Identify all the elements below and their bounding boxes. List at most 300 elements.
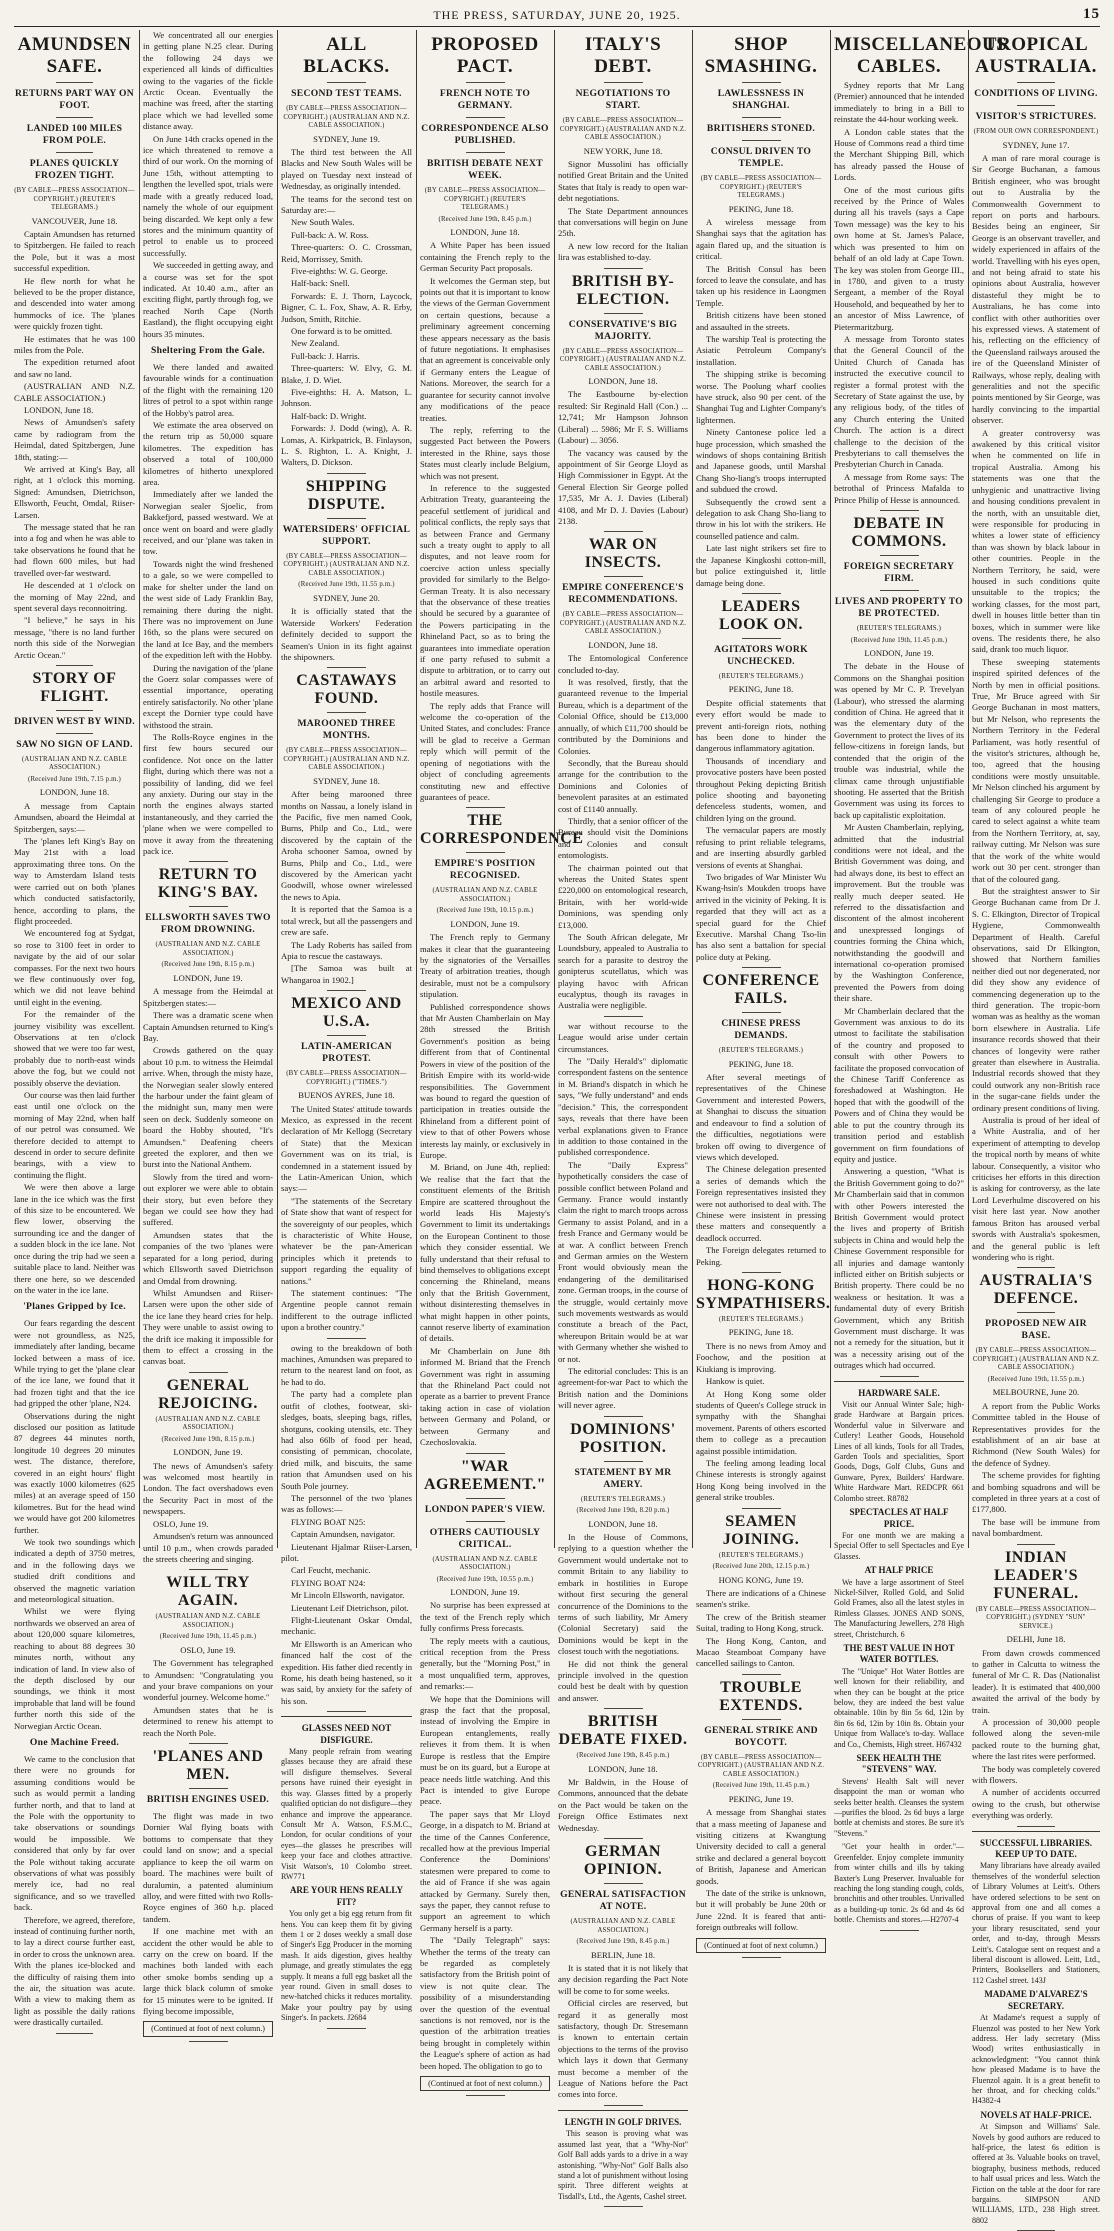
article-end-rule — [189, 1569, 228, 1570]
paragraph: Ninety Cantonese police led a huge procession, which smashed the windows of shops containing British and Japanese goods, until Marshal Chang Sho-liang's troops interrupted and subdued the crowd. — [696, 427, 826, 495]
paragraph: Five-eighths: H. A. Matson, L. Johnson. — [281, 387, 412, 409]
advertisement-title: SUCCESSFUL LIBRARIES. KEEP UP TO DATE. — [979, 1837, 1093, 1859]
separator-rule — [742, 638, 781, 639]
column-rule — [692, 30, 693, 1548]
separator-rule — [56, 82, 92, 83]
paragraph: Answering a question, "What is the British Government going to do?" Mr Chamberlain said that in common with other Powers interested the British Government would protect the lives and property of British subjects in China and would help the Chinese Government responsible for all injuries and damage wantonly inflicted either on British subjects or British property. There could be no weakness or hesitation. It was a fundamental duty of every British Government, which any British Government must discharge. It was not a remedy for the situation, but it was a necessity arising out of the outrages which had occurred. — [834, 1166, 964, 1371]
article — [696, 1679, 826, 1958]
paragraph: Our course was then laid further east until one o'clock on the morning of May 22nd, when half of our petrol was consumed. We therefore decided to attempt to descend in order to secure definite bearings, with a view to continuing the flight. — [14, 1090, 135, 1180]
separator-rule — [189, 1788, 228, 1789]
advertisement-title: SEEK HEALTH THE "STEVENS" WAY. — [856, 1753, 942, 1775]
article — [558, 2110, 688, 2207]
article-end-rule — [327, 667, 366, 668]
paragraph: The paper says that Mr Lloyd George, in a dispatch to M. Briand at the time of the Cannes Conference, recalled how at the previous Imperial Conference the Dominions' statesmen were prepared to come to the aid of France if she was again attacked by Germany. Surely then, says the paper, they cannot refuse to support an agreement to which Germany herself is a party. — [420, 1808, 550, 1933]
advertisement-block — [558, 2110, 688, 2202]
paragraph: A message from Rome says: The betrothal of Princess Mafalda to Prince Philip of Hesse is announced. — [834, 471, 964, 505]
advertisement-text: We have a large assortment of Steel Nickel-Silver, Rolled Gold, and Solid Gold Frames, also all the latest styles in Rimless Glasses. JONES AND SONS, The Manufacturing Jewellers, 278 High street, Christchurch. 6 — [834, 1577, 964, 1639]
subheading: CORRESPONDENCE ALSO PUBLISHED. — [421, 123, 549, 146]
article — [558, 1713, 688, 1839]
paragraph: A White Paper has been issued containing the French reply to the German Security Pact proposals. — [420, 240, 550, 274]
article-end-rule — [742, 1957, 781, 1958]
separator-rule — [1017, 105, 1055, 106]
article-end-rule — [189, 861, 228, 862]
separator-rule — [880, 590, 919, 591]
dateline: LONDON, June 18. — [588, 1518, 658, 1529]
subheading: LIVES AND PROPERTY TO BE PROTECTED. — [834, 596, 964, 620]
paragraph: Flight-Lieutenant Oskar Omdal, mechanic. — [281, 1615, 412, 1637]
separator-rule — [742, 82, 781, 83]
article-end-rule — [327, 990, 366, 991]
separator-rule — [56, 152, 92, 153]
paragraph: Sydney reports that Mr Lang (Premier) announced that he intended immediately to bring in a Bill to reinstate the 44-hour working week. — [834, 80, 964, 125]
article — [14, 670, 135, 2034]
article-end-rule — [880, 1930, 919, 1931]
advertisement-title: GLASSES NEED NOT DISFIGURE. — [301, 1723, 392, 1745]
separator-rule — [327, 712, 366, 713]
headline: THE CORRESPONDENCE — [420, 812, 584, 848]
separator-rule — [742, 117, 781, 118]
paragraph: Secondly, that the Bureau should arrange for the contribution to the Dominions and Colonies of benevolent parasites at an estimated cost of £1140 annually. — [558, 757, 688, 814]
paragraph: A London cable states that the House of Commons read a third time the Merchant Shipping Bill, which has already passed the House of Lords. — [834, 126, 964, 183]
paragraph: If one machine met with an accident the other would be able to carry on the crew on board. If the machines both landed with each other smoke bombs sending up a large thick black column of smoke for 15 minutes were to be ignited. If flying become impossible, — [143, 1926, 273, 2016]
headline: GENERAL REJOICING. — [158, 1376, 258, 1412]
paragraph: News of Amundsen's safety came by radiogram from the Heimdal, dated Spitzbergen, June 18th, stating:— — [14, 417, 135, 462]
separator-rule — [466, 152, 505, 153]
article-end-rule — [604, 2206, 643, 2207]
paragraph: We were then above a large lane in the ice which was the first of this size to be encountered. We flew lower, observing the surrounding ice and the danger of a sudden block in the ice lane. Not once during the trip had we seen a suitable place to land. Neither was there one here, so we descended on the water in the ice lane. — [14, 1182, 135, 1295]
paragraph: A message from Shanghai states that a mass meeting of Japanese and visiting citizens at Kwangtung University decided to call a general strike and declared a general boycott of British, Japanese and American goods. — [696, 1807, 826, 1886]
article — [143, 30, 273, 862]
paragraph: One forward is to be omitted. — [291, 326, 393, 336]
paragraph: For the remainder of the journey visibility was excellent. Observations at ten o'clock showed that we were too far west, probably due to north-east winds above the fog, but we could not possibly observe the deviation. — [14, 1009, 135, 1088]
dateline: LONDON, June 18. — [588, 1763, 658, 1774]
paragraph: Whilst Amundsen and Riiser-Larsen were upon the other side of the ice lane they heard cries for help. They were unable to assist owing to the drift ice making it impossible for them to effect a crossing in the canvas boat. — [143, 1287, 273, 1367]
separator-rule — [742, 1719, 781, 1720]
column-rule — [830, 30, 831, 1548]
article — [143, 1748, 273, 2042]
subheading: LATIN-AMERICAN PROTEST. — [301, 1041, 392, 1065]
article — [972, 1549, 1100, 1827]
headline: TROUBLE EXTENDS. — [719, 1678, 803, 1714]
subheading: LONDON PAPER'S VIEW. — [424, 1503, 546, 1515]
paragraph: Amundsen's return was announced until 10 p.m., when crowds paraded the streets cheering and singing. — [143, 1531, 273, 1564]
paragraph: The feeling among leading local Chinese interests is strongly against Hong Kong being involved in the general strike troubles. — [696, 1457, 826, 1503]
headline: INDIAN LEADER'S FUNERAL. — [993, 1548, 1079, 1602]
paragraph: The chairman pointed out that whereas the United States spent £220,000 on entomological research, Britain, with her world-wide Dominions, was spending only £13,000. — [558, 862, 688, 930]
subheading: NEGOTIATIONS TO START. — [575, 88, 671, 111]
paragraph: Mr Baldwin, in the House of Commons, announced that the debate on the Pact would be taken on the Foreign Office Estimates next Wednesday. — [558, 1777, 688, 1833]
paragraph: Mr Chamberlain declared that the Government was anxious to do its utmost to facilitate the stabilisation of the country and proposed to consult with other Powers to facilitate the proposed convocation of the Chinese Tariff Conference as foreshadowed at Washington. He hoped that with the goodwill of the Powers and of China they would be able to put the country through its transition period and establish government on firm foundations of equity and justice. — [834, 1005, 964, 1164]
headline: MEXICO AND U.S.A. — [291, 995, 402, 1031]
article — [972, 1272, 1100, 1544]
cable-credit: (REUTER'S TELEGRAMS.) — [718, 1315, 804, 1323]
separator-rule — [327, 82, 366, 83]
separator-rule — [742, 1012, 781, 1013]
paragraph: We there landed and awaited favourable winds for a continuation of the flight with the remaining 120 litres of petrol to a spot within range of the Hobby's patrol area. — [143, 361, 273, 418]
paragraph: We succeeded in getting away, and a course was set for the spot indicated. At 10.40 a.m., after an exciting flight, partly through fog, we reached North Cape (North Eastland), the flight occupying eight hours 35 minutes. — [143, 260, 273, 339]
section-subheading: Sheltering From the Gale. — [151, 344, 265, 356]
paragraph: The British Consul has been forced to leave the consulate, and has taken up his residence in Laongmen Temple. — [696, 263, 826, 308]
received-time: (Received June 19th, 8.15 p.m.) — [161, 961, 255, 969]
article — [834, 1381, 964, 1931]
paragraph: war without recourse to the League would arise under certain circumstances. — [558, 1020, 688, 1054]
column-3 — [281, 30, 413, 2023]
paragraph: After several meetings of representatives of the Chinese Government and interested Powers, at Shanghai to discuss the situation and endeavour to find a solution of the difficulties, negotiations were broken off owing to divergence of views which developed. — [696, 1072, 826, 1162]
article — [834, 34, 1008, 511]
subheading: EMPIRE'S POSITION RECOGNISED. — [434, 858, 536, 882]
continuation-note: (Continued at foot of next column.) — [696, 1938, 826, 1953]
separator-rule — [466, 852, 505, 853]
paragraph: The scheme provides for fighting and bombing squadrons and will be completed in three years at a cost of £177,800. — [972, 1470, 1100, 1515]
advertisement-block — [281, 1716, 412, 2023]
article-end-rule — [604, 531, 643, 532]
article — [281, 34, 412, 474]
paragraph: Three-quarters: O. C. Crossman, Reid, Morrissey, Smith. — [281, 242, 412, 264]
paragraph: From dawn crowds commenced to gather in Calcutta to witness the funeral of Mr C. R. Das (Nationalist leader). It is estimated that 400,000 awaited the arrival of the body by train. — [972, 1647, 1100, 1715]
paragraph: We encountered fog at Sydgat, so rose to 3100 feet in order to navigate by the aid of our solar compasses. For the next two hours we flew continuously over fog, which we did not leave behind until eight in the evening. — [14, 928, 135, 1007]
dateline: PEKING, June 18. — [728, 1327, 794, 1338]
subheading: CONSUL DRIVEN TO TEMPLE. — [710, 146, 812, 169]
received-time: (Received June 19th, 10.15 p.m.) — [436, 907, 534, 915]
paragraph: It was resolved, firstly, that the guaranteed revenue to the Imperial Bureau, which is a department of the Colonial Office, should be £13,000 annually, of which £11,700 should be contributed by the Dominions and Colonies. — [558, 677, 688, 756]
paragraph: No surprise has been expressed at the text of the French reply which fully confirms Press forecasts. — [420, 1600, 550, 1634]
cable-credit: (BY CABLE—PRESS ASSOCIATION—COPYRIGHT.) (REUTER'S TELEGRAMS.) — [700, 175, 822, 199]
headline: PROPOSED PACT. — [431, 34, 539, 77]
received-time: (Received June 19th, 11.45 p.m.) — [159, 1633, 257, 1641]
paragraph: Five-eighths: W. G. George. — [291, 265, 388, 276]
separator-rule — [466, 117, 505, 118]
paragraph: Therefore, we agreed, therefore, instead of continuing further north, to lay a direct course further east, in order to cross the unknown area. With the planes ice-blocked and the difficulty of raising them into the air, the situation was acute. With a view to making them as light as possible the daily rations were drastically curtailed. — [14, 1914, 135, 2028]
headline: HONG-KONG SYMPATHISERS. — [696, 1276, 831, 1312]
dateline: SYDNEY, June 18. — [313, 775, 380, 786]
advertisement-block — [834, 1381, 964, 1926]
subheading: STATEMENT BY MR AMERY. — [574, 1466, 672, 1490]
paragraph: Captain Amundsen has returned to Spitzbergen. He failed to reach the Pole, but it was a most successful expedition. — [14, 228, 135, 274]
paragraph: He descended at 1 o'clock on the morning of May 22nd, and spent several days reconnoitring. — [14, 580, 135, 613]
advertisement-title: THE BEST VALUE IN HOT WATER BOTTLES. — [843, 1642, 955, 1665]
article — [281, 1716, 412, 2028]
continuation-note: (Continued at foot of next column.) — [420, 2076, 550, 2091]
paragraph: Full-back: A. W. Ross. — [291, 229, 369, 240]
advertisement-text: Stevens' Health Salt will never disappoint the man or woman who seeks better health. Cleanses the system—purifies the blood. 2s 6d buys a large bottle at chemists and stores. Be sure it's "Stevens." — [834, 1776, 964, 1838]
headline: 'PLANES AND MEN. — [152, 1748, 264, 1784]
dateline: VANCOUVER, June 18. — [31, 215, 118, 226]
article-end-rule — [189, 1372, 228, 1373]
cable-credit: (REUTER'S TELEGRAMS.) — [856, 625, 942, 633]
paragraph: The reply meets with a cautious, critical reception from the Press generally, but the "Morning Post," in a most unqualified term, approves, and remarks:— — [420, 1635, 550, 1692]
cable-credit: (BY CABLE—PRESS ASSOCIATION—COPYRIGHT.) (AUSTRALIAN AND N.Z. CABLE ASSOCIATION.) — [283, 747, 410, 772]
paragraph: He did not think the general principle involved in the question could best be dealt with by question and answer. — [558, 1658, 688, 1703]
headline: LEADERS LOOK ON. — [718, 597, 803, 633]
article-end-rule — [880, 1376, 919, 1377]
paragraph: Captain Amundsen, navigator. — [291, 1529, 396, 1540]
subheading: WATERSIDERS' OFFICIAL SUPPORT. — [282, 523, 411, 547]
dateline: LONDON, June 18. — [450, 227, 520, 237]
paragraph: Full-back: J. Harris. — [291, 350, 360, 361]
paragraph: The Hong Kong, Canton, and Macao Steamboat Company have cancelled sailings to Canton. — [696, 1635, 826, 1669]
paragraph: M. Briand, on June 4th, replied: We realise that the fact that the constituent elements of the British Empire are scattered throughout the world leads His Majesty's Government to limit its undertakings on the European Continent to those which they consider essential. We fully understand that their refusal to bind themselves to obligations except concerning the Rhineland, means only that the British Government, without disinteresting themselves in what might happen in other points, cannot reserve liberty of examination of details. — [420, 1162, 550, 1344]
paragraph: These sweeping statements inspired spirited defences of the North by men in official positions. True, Mr Bruce agreed with Sir George Buchanan in most matters, but Mr Nelson, who represents the Northern Territory in the Federal Parliament, was hotly resentful of the visitor's strictures, although he, too, agreed that the housing conditions were mostly unsuitable. Mr Nelson clinched his argument by challenging Sir George to produce a team of any coloured people he cared to select against a white team from the Northern Territory, at, say, railway cutting. Mr Nelson was sure that the work of the white would work out 30 per cent. stronger than that of the coloured gang. — [972, 656, 1100, 884]
article-end-rule — [604, 1708, 643, 1709]
paragraph: A message from the Heimdal at Spitzbergen states:— — [143, 986, 273, 1008]
article-end-rule — [327, 473, 366, 474]
advertisement-title: MADAME D'ALVAREZ'S SECRETARY. — [984, 1989, 1088, 2011]
advertisement-text: "Get your health in order."—Greenfelder. Enjoy complete immunity from winter chills and ills by taking Baxter's Lung Preserver. Invaluable for reaching the long standing cough, colds, bronchitis and other troubles. Unrivalled as a building-up tonic. 2s 6d and 4s 6d bottle. Chemists and stores.—H2707-4 — [834, 1842, 964, 1925]
paragraph: Amundsen states that he is determined to renew his attempt to reach the North Pole. — [143, 1704, 273, 1738]
article-end-rule — [327, 1338, 366, 1339]
cable-credit: (AUSTRALIAN AND N.Z. CABLE ASSOCIATION.) — [432, 887, 538, 903]
dateline: SYDNEY, June 20. — [313, 592, 380, 603]
paragraph: The flight was made in two Dornier Wal flying boats with bottoms to compensate that they could land on snow; and a special appliance to keep the oil warm on board. The machines were built of duralumin, a patented aluminium alloy, and were fitted with two Rolls-Royce engines of 360 h.p. placed tandem. — [143, 1811, 273, 1924]
headline: BRITISH DEBATE FIXED. — [558, 1713, 688, 1749]
article-end-rule — [1017, 1826, 1055, 1827]
headline: "WAR AGREEMENT." — [423, 1457, 547, 1493]
article-end-rule — [466, 1453, 505, 1454]
cable-credit: (REUTER'S TELEGRAMS.) — [718, 1551, 804, 1559]
column-4 — [420, 30, 584, 2089]
separator-rule — [604, 1461, 643, 1462]
article-end-rule — [466, 807, 505, 808]
article-end-rule — [189, 1743, 228, 1744]
paragraph: The Lady Roberts has sailed from Apia to rescue the castaways. — [281, 939, 412, 961]
subheading: EMPIRE CONFERENCE'S RECOMMENDATIONS. — [562, 582, 684, 606]
cable-credit: (BY CABLE—PRESS ASSOCIATION—COPYRIGHT.) (AUSTRALIAN AND N.Z. CABLE ASSOCIATION.) — [559, 117, 687, 141]
article — [558, 34, 688, 269]
received-time: (Received June 19th, 10.55 p.m.) — [436, 1575, 534, 1583]
paragraph: Thirdly, that a senior officer of the Bureau should visit the Dominions and Colonies and consult entomologists. — [558, 815, 688, 861]
dateline: PEKING, June 19. — [728, 1793, 794, 1804]
subheading: CHINESE PRESS DEMANDS. — [721, 1018, 801, 1042]
advertisement-text: Many people refrain from wearing glasses because they are afraid these will disfigure themselves. Several persons have ruined their eyesight in this way. Glasses fitted by a properly qualified optician do not disfigure—they enhance and improve the appearance. Consult Mr A. Watson, F.S.M.C., London, for ocular conditions of your eyes—the glasses he prescribes will keep your face and clothes attractive. Visit Watson's, 10 Colombo street. RW771 — [281, 1747, 412, 1881]
column-rule — [139, 30, 140, 1548]
paragraph: Slowly from the tired and worn-out explorer we were able to obtain their story, but even before they began we could see how they had suffered. — [143, 1171, 273, 1228]
paragraph: Mr Austen Chamberlain, replying, admitted that the industrial conditions were not ideal, and the British Government was doing, and had always done, its best to effect an improvement. But the trouble was really much deeper seated. He referred to the dissatisfaction and discontent of the almost incoherent and unexpressed longings of countries forming the China which, notwithstanding the goodwill and international co-operation promised by the Washington Conference, prevented the Powers from doing their share. — [834, 822, 964, 1004]
subheading: BRITISH DEBATE NEXT WEEK. — [427, 158, 543, 181]
paragraph: We concentrated all our energies in getting plane N.25 clear. During the following 24 days we experienced all kinds of difficulties owing to the vagaries of the fickle Arctic Ocean. Eventually the machine was freed, after the starting place which we had levelled some distance away. — [143, 30, 273, 132]
dateline: LONDON, June 19. — [450, 918, 520, 929]
paragraph: We estimate the area observed on the return trip as 50,000 square kilometres. The expedition has observed a total of 100,000 kilometres of hitherto unexplored area. — [143, 420, 273, 488]
headline: ALL BLACKS. — [303, 34, 390, 77]
advertisement-text: Visit our Annual Winter Sale; high-grade Hardware at Bargain prices. Wonderful value in Silverware and Cutlery! Leather Goods, Household Lines of all kinds, Tools for all Trades, Garden Tools and specialities, Sport Goods, Dogs, Golf Clubs, Guns and Gunware, Pyrex, Builders' Hardware. White Hardware Mart. REDCPR 661 Colombo street. R8782 — [834, 1400, 964, 1503]
paragraph: The warship Teal is protecting the Asiatic Petroleum Company's installation. — [696, 333, 826, 367]
received-time: (Received June 19th, 8.20 p.m.) — [576, 1507, 670, 1515]
paragraph: One of the most curious gifts received by the Prince of Wales during all his travels (says a Cape Town message) was the key to his own home at St. James's Palace, which was presented to him on behalf of an old lady at Cape Town. The key was stolen from George III., in 1780, and given to a trusty Sergeant, a member of the Royal Household, and bequeathed by her to an ancestor of Miss Lawrence, of Pietermaritzburg. — [834, 184, 964, 332]
paragraph: Lieutenant Hjalmar Riiser-Larsen, pilot. — [281, 1541, 412, 1563]
advertisement-text: At Madame's request a supply of Fluenzol was posted to her New York address. Her lady secretary (Miss Wood) writes enthusiastically in acknowledgment: "You cannot think how pleased Madame is to have the Fluenzol again. It is a great benefit to her throat, and for checking colds." H4382-4 — [972, 2013, 1100, 2106]
paragraph: The United States' attitude towards Mexico, as expressed in the recent declaration of Mr Kellogg (Secretary of State) that the Mexican Government was on its trial, is condemned in a statement issued by the Latin-American Union, which says:— — [281, 1103, 412, 1194]
paragraph: FLYING BOAT N24: — [291, 1577, 366, 1588]
column-rule — [554, 30, 555, 1548]
advertisement-title: NOVELS AT HALF-PRICE. — [980, 2109, 1092, 2120]
paragraph: A man of rare moral courage is Sir George Buchanan, a famous British engineer, who was brought out to Australia by the Commonwealth Government to report on ports and harbours. Besides being an engineer, Sir George is an observant traveller, and widely experienced in affairs of the world. Travelling with his eyes open, and not being afraid to state his opinions about Australia, however distasteful they might be to Australians, he has come into conflict with other authorities over his expressed views. A statement of his, reflecting on the efficiency of the Queensland railways aroused the ire of the Queensland Minister of Railways, whose reply, dealing with generalities and not the specific points mentioned by Sir George, was hardly convincing to the impartial observer. — [972, 152, 1100, 426]
page-number: 15 — [1083, 6, 1100, 22]
paragraph: The news of Amundsen's safety was welcomed most heartily in London. The fact overshadows even the Security Pact in most of the newspapers. — [143, 1460, 273, 1517]
paragraph: Observations during the night disclosed our position as latitude 87 degrees 44 minutes north, longitude 10 degrees 20 minutes west. The distance, therefore, covered in an eight hours' flight was exactly 1000 kilometres (625 miles) at an average speed of 150 kilometres. But for the head wind we would have got 200 kilometres further. — [14, 1410, 135, 1535]
article — [281, 1343, 412, 1713]
dateline: LONDON, June 19. — [173, 972, 243, 983]
article — [558, 1021, 688, 1417]
received-time: (Received June 19th, 7.15 p.m.) — [27, 775, 122, 783]
advertisement-text: This season is proving what was assumed last year, that a "Why-Not" Golf Ball adds yards to a drive in a way astonishing. "Why-Not" Golf Balls also stand a lot of punishment without losing spirit. Three different weights at Tisdall's, Ltd., the Agents, Cashel street. — [558, 2129, 688, 2201]
paragraph: Mr Chamberlain on June 8th informed M. Briand that the French Government was right in assuming that the Rhineland Pact could not operate as a barrier to prevent France taking action in case of violation between Germany and Poland, or between Germany and Czechoslovakia. — [420, 1345, 550, 1448]
paragraph: It welcomes the German step, but points out that it is important to know the views of the German Government on certain questions, because a preliminary agreement concerning these appears necessary as the basis of future negotiations. It emphasises that an agreement is conceivable only if Germany enters the League of Nations. Moreover, the search for a guarantee for security cannot involve any modifications of the peace treaties. — [420, 275, 550, 423]
dateline: NEW YORK, June 18. — [583, 145, 663, 156]
paragraph: He estimates that he was 100 miles from the Pole. — [14, 333, 135, 355]
paragraph: Mr Ellsworth is an American who financed half the cost of the expedition. His father died recently in Rome, his death being hastened, so it was said, by anxiety for the safety of his son. — [281, 1638, 412, 1706]
masthead — [14, 6, 1100, 24]
article-end-rule — [189, 2041, 228, 2042]
cable-credit: (BY CABLE—PRESS ASSOCIATION—COPYRIGHT.) (SYDNEY "SUN" SERVICE.) — [975, 1605, 1097, 1630]
paragraph: The editorial concludes: This is an agreement-for-war Pact to which the British nation and the Dominions will never agree. — [558, 1366, 688, 1411]
paragraph: Crowds gathered on the quay about 10 p.m. to witness the Heimdal arrive. When, through the misty haze, the Norwegian sealer slowly entered the harbour under the faint gleam of the midnight sun, many men were seen on deck. Suddenly someone on board the Hobby shouted, "It's Amundsen." Deafening cheers greeted the explorer, and then we burst into the National Anthem. — [143, 1045, 273, 1170]
separator-rule — [466, 1521, 505, 1522]
advertisement-text: The "Unique" Hot Water Bottles are well known for their reliability, and when they can be bought at the price below, they are indeed the best value obtainable. 10in by 8in 5s 6d, 12in by 8in 6s 6d, 12in by 10in 8s. Obtain your Unique from Wallace's to-day. Wallace and Co., Chemists, High street. H67432 — [834, 1666, 964, 1749]
dateline: LONDON, June 18. — [39, 787, 110, 798]
separator-rule — [1017, 1312, 1055, 1313]
paragraph: Lieutenant Leif Dietrichson, pilot. — [291, 1602, 409, 1613]
paragraph: The French reply to Germany makes it clear that the guaranteeing by the signatories of the Versailles Treaty of arbitration treaties, though desirable, must not be a compulsory stipulation. — [420, 932, 550, 1000]
paragraph: Half-back: Snell. — [291, 278, 350, 289]
headline: CONFERENCE FAILS. — [702, 972, 820, 1008]
subheading: FRENCH NOTE TO GERMANY. — [439, 88, 531, 111]
paragraph: The reply, referring to the suggested Pact between the Powers interested in the Rhine, says those States must clearly include Belgium, which was not present. — [420, 424, 550, 481]
headline: WILL TRY AGAIN. — [166, 1574, 250, 1610]
paragraph: The "Daily Express" hypothetically considers the case of possible conflict between Poland and Germany. France would instantly claim the right to march troops across Germany to assist Poland, and in a fresh France and Germany would be at war. A conflict between French and German armies on the Western Front would obviously mean the endangering of the demilitarised zone. German troops, in the course of the struggle, would certainly move such movements westwards as would constitute a breach of the Pact, whereupon Britain would be at war with Germany whether she wished to or not. — [558, 1159, 688, 1364]
paragraph: The reply adds that France will welcome the co-operation of the United States, and concludes: France will be glad to receive a German reply which will permit of the opening of negotiations with the object of concluding agreements constituting new and effective guarantees of peace. — [420, 700, 550, 802]
article-end-rule — [742, 1674, 781, 1675]
cable-credit: (FROM OUR OWN CORRESPONDENT.) — [973, 128, 1099, 135]
advertisement-title: LENGTH IN GOLF DRIVES. — [564, 2116, 682, 2127]
headline: SHOP SMASHING. — [704, 34, 818, 77]
dateline: DELHI, June 18. — [1006, 1634, 1066, 1645]
dateline: LONDON, June 18. — [588, 639, 658, 650]
dateline: PEKING, June 18. — [728, 684, 794, 695]
article-end-rule — [880, 510, 919, 511]
article — [696, 972, 826, 1273]
paragraph: Forwards: E. J. Thorn, Laycock, Bigner, C. L. Fox, Shaw, A. R. Erby, Judson, Smith, Ritchie. — [281, 290, 412, 324]
paragraph: We hope that the Dominions will grasp the fact that the proposal, instead of involving the Empire in European entanglements, really relieves it from them. It is when Europe is restless that the Empire must be on its guard, but a Europe at peace needs little watching. And this Pact is intended to give Europe peace. — [420, 1693, 550, 1807]
paragraph: There was a dramatic scene when Captain Amundsen returned to King's Bay. — [143, 1010, 273, 1043]
paragraph: "The statements of the Secretary of State show that want of respect for the sovereignty of our peoples, which is characteristic of White House, whatever be the pan-American principles which it pretends to support regarding the equality of nations." — [281, 1195, 412, 1286]
separator-rule — [466, 1498, 505, 1499]
cable-credit: (BY CABLE—PRESS ASSOCIATION—COPYRIGHT.) (REUTER'S TELEGRAMS.) — [424, 187, 546, 211]
article — [696, 34, 826, 594]
advertisement-title: AT HALF PRICE — [864, 1565, 934, 1576]
paragraph: Our fears regarding the descent were not groundless, as N25, immediately after landing, became locked between a mass of ice. While trying to get the 'plane clear of the ice lane, we found that it had frozen tight and that the ice had gripped the other 'plane, N24. — [14, 1318, 135, 1409]
paragraph: The "Daily Telegraph" says: Whether the terms of the treaty can be regarded as completely satisfactory from the British point of view is not quite clear. The possibility of a misunderstanding over the question of the eventual sanctions is not removed, nor is the question of the arbitration treaties being brought in completely within the League's sphere of action as had been hoped. The obligation to go to — [420, 1935, 550, 2071]
paragraph: New Zealand. — [291, 338, 340, 349]
advertisement-title: ARE YOUR HENS REALLY FIT? — [289, 1885, 404, 1907]
paragraph: During the navigation of the 'plane the Goerz solar compasses were of essential importance, operating entirely satisfactorily. No other 'plane except the Dornier type could have withstood the strain. — [143, 662, 273, 730]
separator-rule — [189, 906, 228, 907]
paragraph: The "Daily Herald's" diplomatic correspondent fastens on the sentence in M. Briand's dispatch in which he says, "We fully understand" and ends "decision." This, the correspondent says, reveals that there have been verbal explanations given to France in addition to those contained in the published correspondence. — [558, 1056, 688, 1158]
separator-rule — [604, 576, 643, 577]
cable-credit: (BY CABLE—PRESS ASSOCIATION—COPYRIGHT.) (AUSTRALIAN AND N.Z. CABLE ASSOCIATION.) — [972, 1347, 1100, 1372]
paragraph: He flew north for what he believed to be the proper distance, and descended into water among hummocks of ice. The 'planes were quickly frozen tight. — [14, 275, 135, 332]
paragraph: There are indications of a Chinese seamen's strike. — [696, 1587, 826, 1610]
subheading: SAW NO SIGN OF LAND. — [16, 738, 133, 750]
paragraph: Signor Mussolini has officially notified Great Britain and the United States that Italy is ready to open war-debt negotiations. — [558, 158, 688, 204]
dateline: BUENOS AYRES, June 18. — [298, 1090, 395, 1101]
paragraph: The Foreign delegates returned to Peking. — [696, 1245, 826, 1267]
paragraph: Subsequently the crowd sent a delegation to ask Chang Sho-liang to throw in his lot with the strikers. He counselled patience and calm. — [696, 496, 826, 541]
paragraph: The Eastbourne by-election resulted: Sir Reginald Hall (Con.) ... 12,741; Mr Hampson Johnson (Liberal) ... 5986; Mr F. S. Williams (Labour) ... 3056. — [558, 389, 688, 446]
subheading: CONDITIONS OF LIVING. — [974, 88, 1098, 99]
cable-credit: (AUSTRALIAN AND N.Z. CABLE ASSOCIATION.) — [21, 755, 128, 772]
separator-rule — [604, 1883, 643, 1884]
paragraph: In reference to the suggested Arbitration Treaty, guaranteeing the peaceful settlement of juridical and political conflicts, the reply says that as between France and Germany such a treaty ought to apply to all disputes, and not leave room for coercive action unless specially provided for similarly to the Belgo-German Treaty. It is also necessary that the observance of these treaties should be secured by a guarantee of the Powers participating in the Rhineland Pact, so as to bring the guarantees into immediate operation if one party refused to submit a dispute to arbitration, or to carry out an arbitral award and resorted to hostile measures. — [420, 482, 550, 699]
subheading: BRITISH ENGINES USED. — [146, 1794, 270, 1806]
separator-rule — [604, 82, 643, 83]
subheading: AGITATORS WORK UNCHECKED. — [714, 643, 808, 667]
paragraph: A procession of 30,000 people followed along the seven-mile packed route to the burning ghat, where the last rites were performed. — [972, 1716, 1100, 1762]
article-end-rule — [604, 1416, 643, 1417]
dateline: OSLO, June 19. — [180, 1644, 236, 1655]
advertisement-text: For one month we are making a Special Offer to sell Spectacles and Eye Glasses. — [834, 1530, 964, 1561]
article-end-rule — [742, 593, 781, 594]
paragraph: The Rolls-Royce engines in the first few hours secured our confidence. Not once on the latter flight, during which there was not a possibility of landing, did we feel any anxiety. During our stay in the north the engines always started instantaneously, and they carried the 'plane when we were compelled to move it away from the threatening pack ice. — [143, 731, 273, 857]
paragraph: It is stated that it is not likely that any decision regarding the Pact Note will be come to for some weeks. — [558, 1963, 688, 1996]
cable-credit: (BY CABLE—PRESS ASSOCIATION—COPYRIGHT.) (AUSTRALIAN AND N.Z. CABLE ASSOCIATION.) — [559, 347, 687, 372]
headline: WAR ON INSECTS. — [584, 536, 662, 572]
cable-credit: (REUTER'S TELEGRAMS.) — [580, 1495, 666, 1503]
paragraph: British citizens have been stoned and assaulted in the streets. — [696, 310, 826, 332]
headline: DOMINIONS' POSITION. — [570, 1420, 676, 1456]
paragraph: OSLO, June 19. — [153, 1518, 209, 1529]
cable-credit: (BY CABLE—PRESS ASSOCIATION—COPYRIGHT.) (REUTER'S TELEGRAMS.) — [14, 187, 135, 211]
cable-credit: (AUSTRALIAN AND N.Z. CABLE ASSOCIATION.) — [155, 1415, 261, 1432]
paragraph: It is officially stated that the Waterside Workers' Federation definitely decided to support the Seamen's Union in its fight against the shipowners. — [281, 606, 412, 662]
cable-credit: (AUSTRALIAN AND N.Z. CABLE ASSOCIATION.) — [155, 1613, 261, 1629]
cable-credit: (REUTER'S TELEGRAMS.) — [718, 672, 804, 680]
column-rule — [277, 30, 278, 1548]
paragraph: A message from Toronto states that the General Council of the United Church of Canada has instructed the executive council to register a formal protest with the Secretary of State against the use, by any religious body, of the titles of any Church entering the United Church. The action is a direct challenge to the decision of the Presbyterians to call themselves the Presbyterian Church in Canada. — [834, 333, 964, 470]
paragraph: There is no news from Amoy and Foochow, and the position at Kiukiang is improving. — [696, 1340, 826, 1374]
article-end-rule — [56, 2033, 92, 2034]
article — [143, 1574, 273, 1744]
article-end-rule — [604, 2105, 643, 2106]
subheading: LANDED 100 MILES FROM POLE. — [26, 123, 123, 146]
paragraph: The South African delegate, Mr Loundsbury, appealed to Australia to search for a parasite to destroy the gonipterus scutellatus, which was playing havoc with African eucalyptus, though its ravages in Australia were negligible. — [558, 932, 688, 1011]
subheading: SECOND TEST TEAMS. — [291, 88, 402, 99]
column-8 — [972, 30, 1100, 2225]
subheading: OTHERS CAUTIOUSLY CRITICAL. — [429, 1526, 541, 1550]
paragraph: The 'planes left King's Bay on May 21st with a load approximating three tons. On the way to Amsterdam Island tests were carried out on both 'planes which conducted satisfactorily, hence, according to plans, the flight proceeded. — [14, 836, 135, 926]
cable-credit: (BY CABLE—PRESS ASSOCIATION—COPYRIGHT.) (AUSTRALIAN AND N.Z. CABLE ASSOCIATION.) — [283, 105, 410, 129]
column-rule — [416, 30, 417, 1548]
article-end-rule — [466, 2095, 505, 2096]
dateline: LONDON, June 19. — [864, 648, 934, 659]
section-subheading: One Machine Freed. — [29, 1736, 120, 1748]
paragraph: It is reported that the Samoa is a total wreck, but all the passengers and crew are safe. — [281, 904, 413, 938]
article — [558, 273, 688, 533]
headline: RETURN TO KING'S BAY. — [157, 866, 259, 902]
article — [281, 478, 412, 668]
article-end-rule — [327, 1711, 366, 1712]
subheading: ELLSWORTH SAVES TWO FROM DROWNING. — [145, 912, 271, 936]
headline: SEAMEN JOINING. — [722, 1512, 800, 1548]
separator-rule — [742, 140, 781, 141]
paragraph: A new low record for the Italian lira was established to-day. — [558, 240, 688, 263]
article-end-rule — [604, 1016, 643, 1017]
subheading: GENERAL SATISFACTION AT NOTE. — [560, 1889, 686, 1913]
paragraph: Immediately after we landed the Norwegian sealer Sjoelic, from Bakkefjord, passed westward. We at once went on board and were gladly received, and our 'plane was taken in tow. — [143, 489, 273, 557]
headline: GERMAN OPINION. — [583, 1843, 663, 1879]
paragraph: The Chinese delegation presented a series of demands which the Foreign representatives insisted they were not authorised to deal with. The Chinese were insistent in pressing these matters and consequently a deadlock occurred. — [696, 1164, 826, 1243]
subheading: DRIVEN WEST BY WIND. — [14, 715, 135, 727]
dateline: LONDON, June 19. — [173, 1447, 243, 1458]
received-time: (Received June 20th, 12.15 p.m.) — [712, 1563, 810, 1571]
